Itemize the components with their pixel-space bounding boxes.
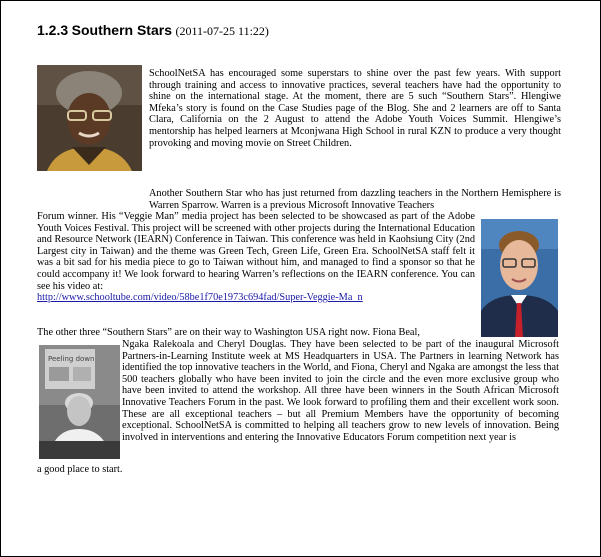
fiona-photo xyxy=(39,345,120,459)
paragraph-warren-start: Another Southern Star who has just returned from dazzling teachers in the Northern Hemisphere is Warren Sparrow. Warren is a previous Microsoft Innovative Teachers xyxy=(149,188,561,211)
hlengiwe-photo xyxy=(37,65,142,171)
warren-photo xyxy=(481,219,558,337)
video-link[interactable]: http://www.schooltube.com/video/58be1f70e1973c694fad/Super-Veggie-Ma_n xyxy=(37,292,363,304)
svg-text:Peeling down: Peeling down xyxy=(48,355,95,363)
paragraph-washington-start: The other three “Southern Stars” are on their way to Washington USA right now. Fiona Beal, xyxy=(37,327,420,338)
paragraph-warren-text: Forum winner. His “Veggie Man” media project has been selected to be showcased as part of the Adobe Youth Voices Festival. This project will be screened with other projects during the International Education and Resource Network (IEARN) Conference in Taiwan. This conference was held in Kaohsiung City (2nd Largest city in Taiwan) and the theme was Green Tech, Green Life, Green Era. SchoolNetSA staff felt it was a bit sad for his media piece to go to Taiwan without him, and managed to find a sponsor so that he could accompany it! We look forward to hearing Warren’s reflections on the IEARN conference. You can see his video at: xyxy=(37,211,475,292)
post-date: (2011-07-25 11:22) xyxy=(175,24,269,38)
section-heading xyxy=(37,22,269,40)
paragraph-washington-body: Ngaka Ralekoala and Cheryl Douglas. They have been selected to be part of the inaugural Microsoft Partners-in-Learning Institute week at MS Headquarters in USA. The Partners in learning Network has identified the top innovative teachers in the World, and Fiona, Cheryl and Ngaka are amongst the less that 500 teachers globally who have been invited to join the circle and the even more exclusive group who have been invited to attend the workshop. All three have been winners in the South African Microsoft Innovative Teachers Forum in the past. We look forward to profiling them and their excellent work soon. These are all exceptional teachers – but all Premium Members have the opportunity of becoming exceptional. SchoolNetSA is committed to helping all teachers grow to new levels of innovation. Being involved in interventions and entering the Innovative Educators Forum competition next year is xyxy=(122,339,559,443)
paragraph-washington-end: a good place to start. xyxy=(37,464,123,475)
section-title: Southern Stars xyxy=(71,22,172,38)
section-number: 1.2.3 xyxy=(37,22,69,38)
paragraph-warren-body xyxy=(37,211,475,304)
paragraph-southern-stars-intro: SchoolNetSA has encouraged some superstars to shine over the past few years. With support through training and access to innovative practices, several teachers have had the opportunity to shine on the international stage. At the moment, there are 5 such “Southern Stars”. Hlengiwe Mfeka’s story is found on the Case Studies page of the Blog. She and 2 learners are off to Santa Clara, California on the 2 August to attend the Adobe Youth Voices Summit. Hlengiwe’s mentorship has helped learners at Mconjwana High School in rural KZN to produce a very thought provoking and moving movie on Street Children. xyxy=(149,68,561,149)
